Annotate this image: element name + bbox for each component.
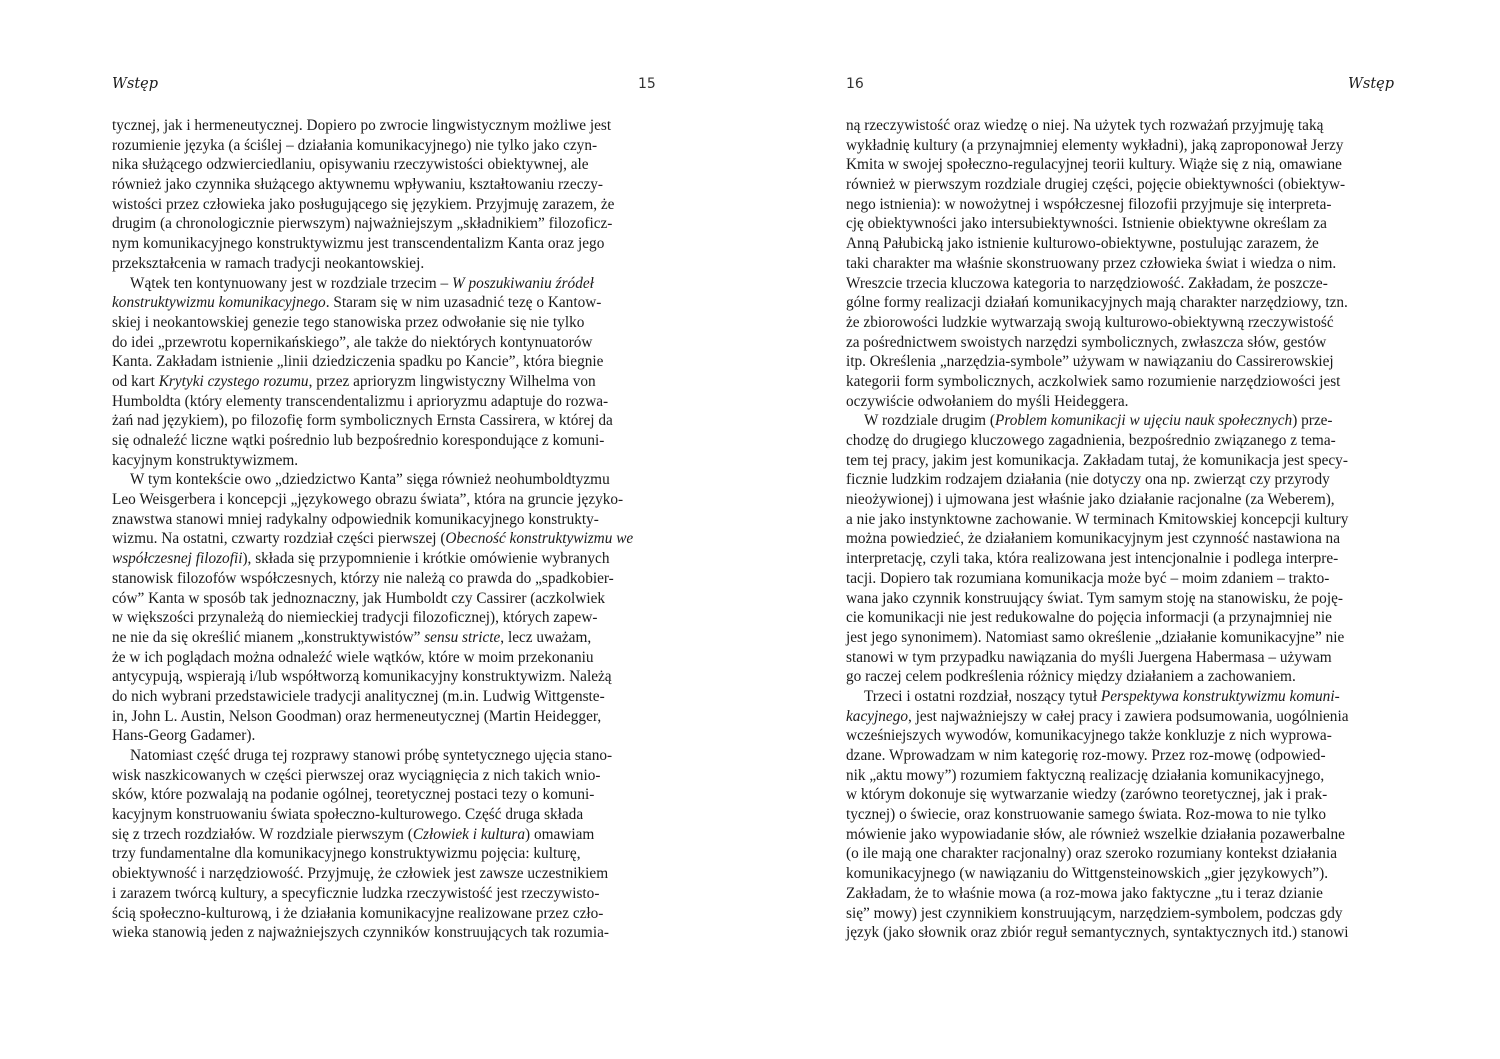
text-line: komunikacyjnego (w nawiązaniu do Wittgensteinowskich „gier językowych”). [846,865,1329,883]
text-line: Leo Weisgerbera i koncepcji „językowego obrazu świata”, która na gruncie języko- [112,491,624,509]
text-line: kacyjnego, jest najważniejszy w całej pracy i zawiera podsumowania, uogólnienia [846,707,1349,725]
text-line: wcześniejszych wywodów, komunikacyjnego także konkluzje z nich wyprowa- [846,727,1332,745]
text-line: kategorii form symbolicznych, aczkolwiek samo rozumienie narzędziowości jest [846,372,1341,390]
text-line: wykładnię kultury (a przynajmniej elementy wykładni), jaką zaproponował Jerzy [846,136,1344,154]
text-line: przekształcenia w ramach tradycji neokantowskiej. [112,254,425,272]
text-line: nym komunikacyjnego konstruktywizmu jest transcendentalizm Kanta oraz jego [112,235,605,253]
text-line: (o ile mają one charakter racjonalny) oraz szeroko rozumiany kontekst działania [846,845,1337,863]
text-line: sków, które pozwalają na podanie ogólnej, teoretycznej postaci tezy o komuni- [112,786,595,804]
text-line: in, John L. Austin, Nelson Goodman) oraz hermeneutycznej (Martin Heidegger, [112,707,602,725]
text-line: skiej i neokantowskiej genezie tego stanowiska przez odwołanie się nie tylko [112,313,585,331]
text-line: ficznie ludzkim rodzajem działania (nie dotyczy ona np. zwierząt czy przyrody [846,471,1330,489]
text-line: go raczej celem podkreślenia różnicy między działaniem a zachowaniem. [846,668,1296,686]
text-line: wana jako czynnik konstruujący świat. Tym samym stoję na stanowisku, że poję- [846,589,1343,607]
text-line: trzy fundamentalne dla komunikacyjnego konstruktywizmu pojęcia: kulturę, [112,845,581,863]
text-line: za pośrednictwem swoistych narzędzi symbolicznych, zwłaszcza słów, gestów [846,333,1327,351]
text-line: Wątek ten kontynuowany jest w rozdziale trzecim – W poszukiwaniu źródeł [130,274,594,292]
text-line: nego istnienia): w nowożytnej i współczesnej filozofii przyjmuje się interpreta- [846,195,1332,213]
text-line: chodzę do drugiego kluczowego zagadnienia, bezpośrednio związanego z tema- [846,432,1336,449]
text-line: wistości przez człowieka jako posługującego się językiem. Przyjmuję zarazem, że [112,195,615,213]
text-line: rozumienie języka (a ściślej – działania komunikacyjnego) nie tylko jako czyn- [112,136,598,154]
text-line: dzane. Wprowadzam w nim kategorię roz-mowy. Przez roz-mowę (odpowied- [846,747,1326,764]
text-line: ścią społeczno-kulturową, i że działania komunikacyjne realizowane przez czło- [112,904,604,922]
page-number: 16 [846,76,864,92]
text-line: obiektywność i narzędziowość. Przyjmuję, że człowiek jest zawsze uczestnikiem [112,865,609,883]
text-line: interpretację, czyli taka, która realizowana jest intencjonalnie i podlega interpre- [846,550,1339,568]
text-line: Trzeci i ostatni rozdział, noszący tytuł Perspektywa konstruktywizmu komuni- [864,687,1340,705]
text-line: wieka stanowią jeden z najważniejszych czynników konstruujących tak rozumia- [112,924,609,942]
text-line: itp. Określenia „narzędzia-symbole” używam w nawiązaniu do Cassirerowskiej [846,353,1334,371]
text-line: wisk naszkicowanych w części pierwszej oraz wyciągnięcia z nich takich wnio- [112,766,601,784]
text-line: w którym dokonuje się wytwarzanie wiedzy (zarówno teoretycznej, jak i prak- [846,786,1328,804]
text-line: nik „aktu mowy”) rozumiem faktyczną realizację działania komunikacyjnego, [846,766,1325,784]
text-line: do nich wybrani przedstawiciele tradycji analitycznej (m.in. Ludwig Wittgenste- [112,687,605,705]
text-line: gólne formy realizacji działań komunikacyjnych mają charakter narzędziowy, tzn. [846,294,1348,312]
text-line: mówienie jako wypowiadanie słów, ale również wszelkie działania pozawerbalne [846,825,1345,843]
text-line: Kmita w swojej społeczno-regulacyjnej teorii kultury. Wiąże się z nią, omawiane [846,156,1342,174]
text-line: drugim (a chronologicznie pierwszym) najważniejszym „składnikiem” filozoficz- [112,215,613,233]
text-line: można powiedzieć, że działaniem komunikacyjnym jest czynność nastawiona na [846,530,1340,548]
text-line: konstruktywizmu komunikacyjnego. Staram się w nim uzasadnić tezę o Kantow- [112,294,602,312]
page-number: 15 [638,76,656,92]
text-line: oczywiście odwołaniem do myśli Heideggera. [846,392,1129,410]
text-line: Kanta. Zakładam istnienie „linii dziedziczenia spadku po Kancie”, która biegnie [112,353,604,371]
text-line: a nie jako instynktowne zachowanie. W terminach Kmitowskiej koncepcji kultury [846,510,1349,528]
text-line: Natomiast część druga tej rozprawy stanowi próbę syntetycznego ujęcia stano- [130,747,613,764]
text-line: stanowi w tym przypadku nawiązania do myśli Juergena Habermasa – używam [846,648,1332,666]
text-line: ną rzeczywistość oraz wiedzę o niej. Na użytek tych rozważań przyjmuję taką [846,117,1324,134]
text-line: współczesnej filozofii), składa się przypomnienie i krótkie omówienie wybranych [112,550,610,568]
body-text [112,116,654,943]
text-line: nika służącego odzwierciedlaniu, opisywaniu rzeczywistości obiektywnej, ale [112,156,589,174]
text-line: Hans-Georg Gadamer). [112,727,256,745]
right-page [750,0,1500,1059]
text-line: W rozdziale drugim (Problem komunikacji w ujęciu nauk społecznych) prze- [864,412,1333,430]
text-line: cję obiektywności jako intersubiektywności. Istnienie obiektywne określam za [846,215,1327,233]
text-line: W tym kontekście owo „dziedzictwo Kanta” sięga również neohumboldtyzmu [130,471,610,489]
text-line: i zarazem twórcą kultury, a specyficznie ludzka rzeczywistość jest rzeczywisto- [112,884,600,902]
text-line: Humboldta (który elementy transcendentalizmu i aprioryzmu adaptuje do rozwa- [112,392,609,410]
text-line: nieożywionej) i ujmowana jest właśnie jako działanie racjonalne (za Weberem), [846,491,1335,509]
text-line: kacyjnym konstruowaniu świata społeczno-kulturowego. Część druga składa [112,806,584,824]
text-line: cie komunikacji nie jest redukowalne do pojęcia informacji (a przynajmniej nie [846,609,1332,627]
text-line: że zbiorowości ludzkie wytwarzają swoją kulturowo-obiektywną rzeczywistość [846,313,1334,331]
text-line: że w ich poglądach można odnaleźć wiele wątków, które w moim przekonaniu [112,648,594,666]
text-line: również jako czynnika służącego aktywnemu wpływaniu, kształtowaniu rzeczy- [112,176,604,194]
text-line: Zakładam, że to właśnie mowa (a roz-mowa jako faktyczne „tu i teraz dzianie [846,884,1323,902]
running-title: Wstęp [1348,76,1395,92]
text-line: jest jego synonimem). Natomiast samo określenie „działanie komunikacyjne” nie [846,628,1345,646]
text-line: ców” Kanta w sposób tak jednoznaczny, jak Humboldt czy Cassirer (aczkolwiek [112,589,606,607]
text-line: Wreszcie trzecia kluczowa kategoria to narzędziowość. Zakładam, że poszcze- [846,274,1328,292]
text-line: taki charakter ma właśnie skonstruowany przez człowieka świat i wiedza o nim. [846,254,1337,272]
text-line: tycznej) o świecie, oraz konstruowanie samego świata. Roz-mowa to nie tylko [846,806,1327,824]
text-line: tacji. Dopiero tak rozumiana komunikacja może być – moim zdaniem – trakto- [846,569,1330,587]
text-line: język (jako słownik oraz zbiór reguł semantycznych, syntaktycznych itd.) stanowi [846,924,1349,942]
text-line: Anną Pałubicką jako istnienie kulturowo-obiektywne, postulując zarazem, że [846,235,1319,253]
text-line: kacyjnym konstruktywizmem. [112,451,299,469]
text-line: wizmu. Na ostatni, czwarty rozdział części pierwszej (Obecność konstruktywizmu we [112,530,634,548]
text-line: ne nie da się określić mianem „konstruktywistów” sensu stricte, lecz uważam, [112,628,592,646]
text-line: się” mowy) jest czynnikiem konstruującym, narzędziem-symbolem, podczas gdy [846,904,1343,922]
text-line: znawstwa stanowi mniej radykalny odpowiednik komunikacyjnego konstrukty- [112,510,599,528]
running-title: Wstęp [112,76,159,92]
text-line: do idei „przewrotu kopernikańskiego”, ale także do niektórych kontynuatorów [112,333,593,351]
text-line: od kart Krytyki czystego rozumu, przez aprioryzm lingwistyczny Wilhelma von [112,372,596,390]
text-line: również w pierwszym rozdziale drugiej części, pojęcie obiektywności (obiektyw- [846,176,1346,194]
text-line: w większości przynależą do niemieckiej tradycji filozoficznej), których zapew- [112,609,598,627]
text-line: tycznej, jak i hermeneutycznej. Dopiero po zwrocie lingwistycznym możliwe jest [112,117,612,134]
text-line: stanowisk filozofów współczesnych, którzy nie należą co prawda do „spadkobier- [112,569,614,587]
text-line: antycypują, wspierają i/lub współtworzą komunikacyjny konstruktywizm. Należą [112,668,612,686]
text-line: się z trzech rozdziałów. W rozdziale pierwszym (Człowiek i kultura) omawiam [112,825,595,843]
text-line: żań nad językiem), po filozofię form symbolicznych Ernsta Cassirera, w której da [112,412,613,430]
text-line: tem tej pracy, jakim jest komunikacja. Zakładam tutaj, że komunikacja jest specy- [846,451,1348,469]
text-line: się odnaleźć liczne wątki pośrednio lub bezpośrednio korespondujące z komuni- [112,432,605,449]
body-text [846,116,1388,943]
